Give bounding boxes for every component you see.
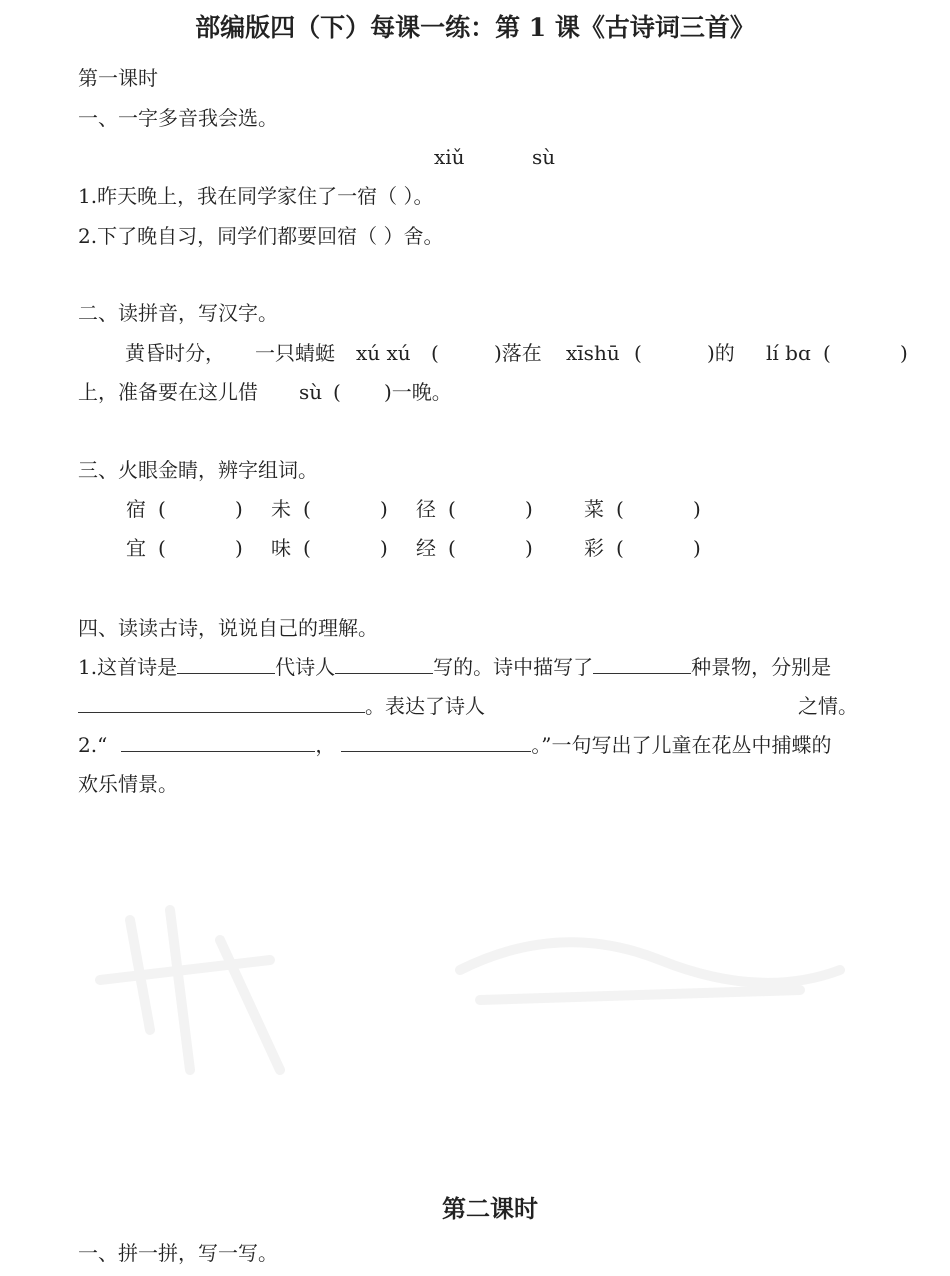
char-prompt: 彩 <box>584 536 604 560</box>
section-heading-1: 一、一字多音我会选。 <box>78 106 278 130</box>
passage-text: 一只蜻蜓 <box>255 341 335 365</box>
answer-paren-open: ( <box>823 341 831 365</box>
answer-paren-close: ) <box>900 341 908 365</box>
question-text: 。”一句写出了儿童在花丛中捕蝶的 <box>531 733 832 757</box>
answer-paren-open: ( <box>616 497 624 521</box>
answer-paren-close: ) <box>380 536 388 560</box>
pinyin-prompt: lí bɑ <box>766 341 811 365</box>
answer-paren-close: ) <box>235 497 243 521</box>
pinyin-option-b: sù <box>532 145 556 169</box>
passage-text: )一晚。 <box>384 380 452 404</box>
answer-paren-open: ( <box>448 536 456 560</box>
char-prompt: 径 <box>416 497 436 521</box>
answer-blank[interactable] <box>593 653 691 674</box>
answer-blank[interactable] <box>341 731 531 752</box>
question-1-1: 1.昨天晚上，我在同学家住了一宿（ ）。 <box>78 184 434 208</box>
answer-blank[interactable] <box>177 653 275 674</box>
answer-paren-close: ) <box>693 497 701 521</box>
question-text: 代诗人 <box>275 655 336 679</box>
question-1-2: 2.下了晚自习，同学们都要回宿（ ）舍。 <box>78 224 444 248</box>
pinyin-prompt: sù <box>299 380 323 404</box>
passage-text: 黄昏时分， <box>125 341 225 365</box>
answer-paren-open: ( <box>448 497 456 521</box>
question-text: 种景物，分别是 <box>691 655 832 679</box>
section-heading-4: 四、读读古诗，说说自己的理解。 <box>78 616 378 640</box>
question-4-2 <box>78 730 832 760</box>
passage-text: )的 <box>707 341 735 365</box>
pinyin-prompt: xú xú <box>356 341 411 365</box>
answer-paren-close: ) <box>693 536 701 560</box>
answer-paren-open: ( <box>616 536 624 560</box>
answer-paren-close: ) <box>235 536 243 560</box>
passage-text: 上，准备要在这儿借 <box>78 380 258 404</box>
section-heading-l2-1: 一、拼一拼，写一写。 <box>78 1241 278 1265</box>
section-heading-2: 二、读拼音，写汉字。 <box>78 301 278 325</box>
answer-paren-open: ( <box>634 341 642 365</box>
passage-text: )落在 <box>494 341 542 365</box>
page-title: 部编版四（下）每课一练：第 1 课《古诗词三首》 <box>195 13 755 42</box>
lesson-2-label: 第二课时 <box>442 1194 538 1223</box>
question-text: 之情。 <box>798 694 858 718</box>
char-prompt: 经 <box>416 536 436 560</box>
pinyin-option-a: xiǔ <box>434 145 465 169</box>
pinyin-prompt: xīshū <box>566 341 620 365</box>
char-prompt: 宿 <box>126 497 146 521</box>
question-text: 1.这首诗是 <box>78 655 178 679</box>
question-4-1-cont <box>78 691 485 721</box>
answer-paren-close: ) <box>380 497 388 521</box>
question-text: ， <box>315 733 336 757</box>
char-prompt: 未 <box>271 497 291 521</box>
answer-blank[interactable] <box>78 692 365 713</box>
answer-blank[interactable] <box>121 731 315 752</box>
watermark-graphic <box>40 880 860 1100</box>
answer-paren-open: ( <box>158 497 166 521</box>
section-heading-3: 三、火眼金睛，辨字组词。 <box>78 458 318 482</box>
char-prompt: 菜 <box>584 497 604 521</box>
question-text: 写的。诗中描写了 <box>433 655 594 679</box>
answer-paren-open: ( <box>333 380 341 404</box>
char-prompt: 味 <box>271 536 291 560</box>
answer-paren-open: ( <box>431 341 439 365</box>
question-text: 欢乐情景。 <box>78 772 178 796</box>
lesson-label: 第一课时 <box>78 66 158 90</box>
answer-blank[interactable] <box>335 653 433 674</box>
answer-paren-close: ) <box>525 497 533 521</box>
question-text: 。表达了诗人 <box>365 694 485 718</box>
question-4-1 <box>78 652 831 682</box>
answer-paren-open: ( <box>303 497 311 521</box>
char-prompt: 宜 <box>126 536 146 560</box>
answer-paren-close: ) <box>525 536 533 560</box>
question-text: 2.“ <box>78 733 108 757</box>
answer-paren-open: ( <box>158 536 166 560</box>
answer-paren-open: ( <box>303 536 311 560</box>
